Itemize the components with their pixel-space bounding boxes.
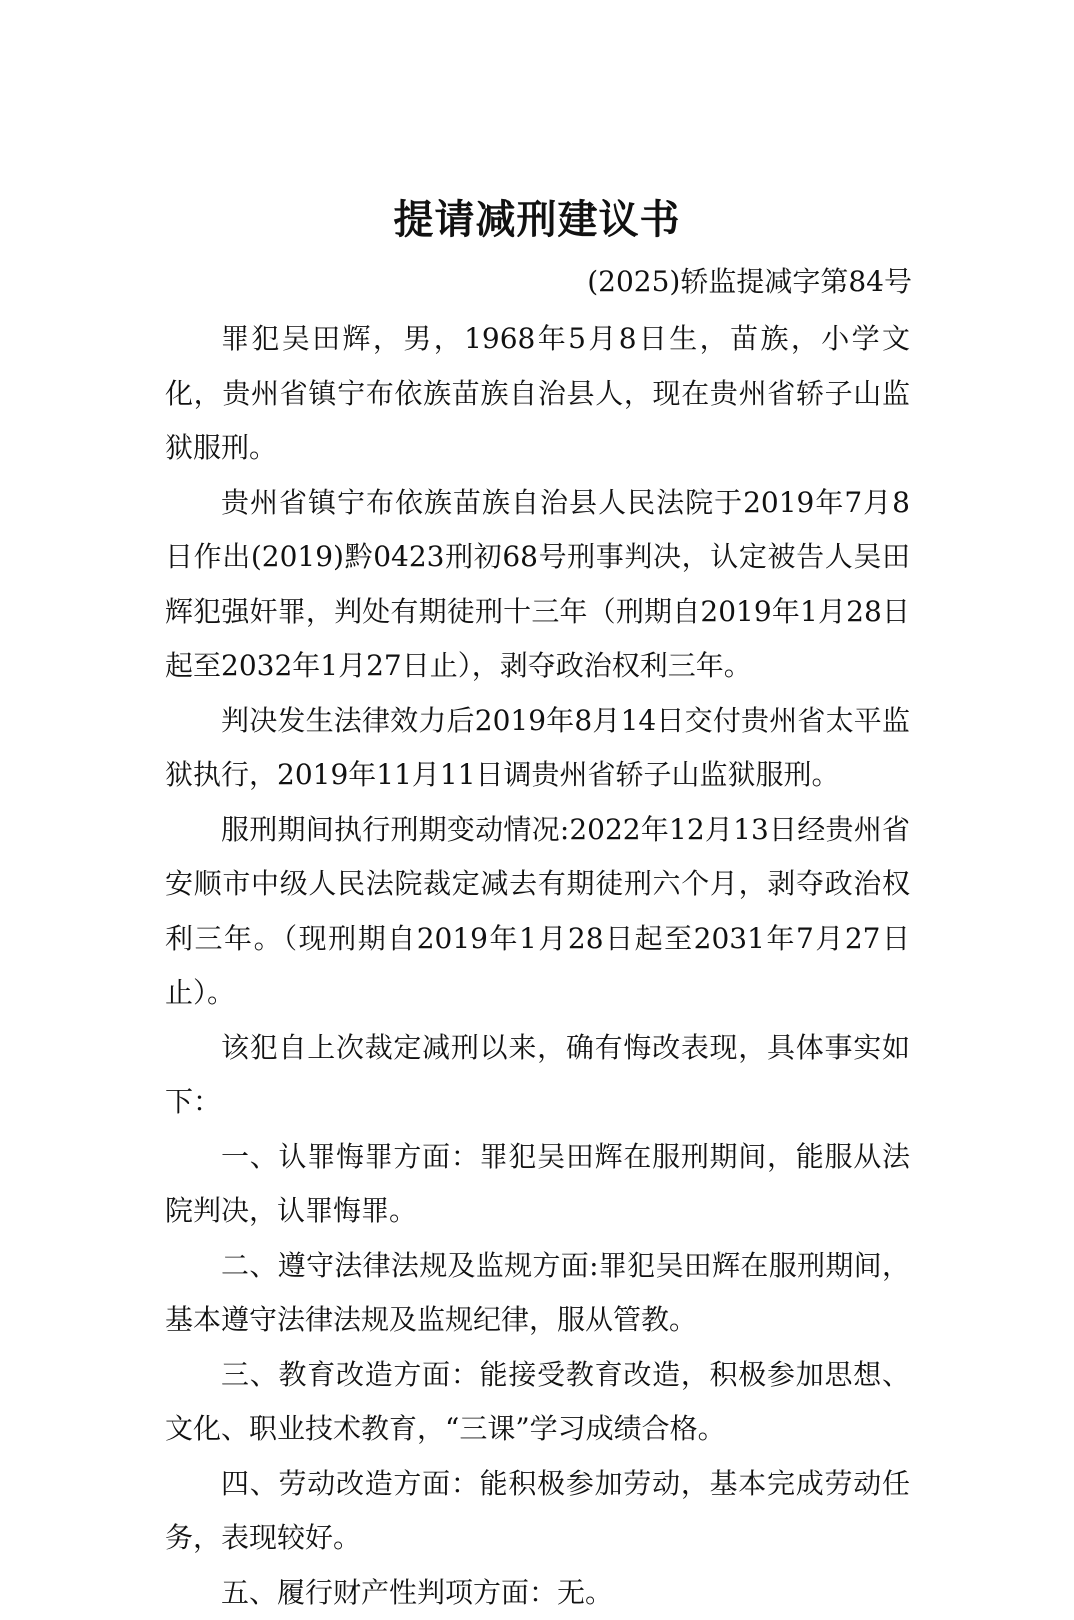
document-title: 提请减刑建议书 bbox=[0, 192, 1074, 248]
document-body bbox=[165, 312, 910, 1620]
paragraph-sentence-changes: 服刑期间执行刑期变动情况:2022年12月13日经贵州省安顺市中级人民法院裁定减去有期徒刑六个月，剥夺政治权利三年。（现刑期自2019年1月28日起至2031年7月27日止）。 bbox=[165, 803, 910, 1021]
paragraph-repentance-intro: 该犯自上次裁定减刑以来，确有悔改表现，具体事实如下： bbox=[165, 1021, 910, 1130]
paragraph-execution: 判决发生法律效力后2019年8月14日交付贵州省太平监狱执行，2019年11月11日调贵州省轿子山监狱服刑。 bbox=[165, 694, 910, 803]
document-number: (2025)轿监提减字第84号 bbox=[587, 262, 912, 302]
paragraph-original-judgment: 贵州省镇宁布依族苗族自治县人民法院于2019年7月8日作出(2019)黔0423刑初68号刑事判决，认定被告人吴田辉犯强奸罪，判处有期徒刑十三年（刑期自2019年1月28日起至2032年1月27日止），剥夺政治权利三年。 bbox=[165, 476, 910, 694]
paragraph-item-2: 二、遵守法律法规及监规方面:罪犯吴田辉在服刑期间，基本遵守法律法规及监规纪律，服从管教。 bbox=[165, 1239, 910, 1348]
paragraph-item-5: 五、履行财产性判项方面：无。 bbox=[165, 1566, 910, 1620]
paragraph-item-1: 一、认罪悔罪方面：罪犯吴田辉在服刑期间，能服从法院判决，认罪悔罪。 bbox=[165, 1130, 910, 1239]
paragraph-item-3: 三、教育改造方面：能接受教育改造，积极参加思想、文化、职业技术教育，“三课”学习成绩合格。 bbox=[165, 1348, 910, 1457]
paragraph-item-4: 四、劳动改造方面：能积极参加劳动，基本完成劳动任务，表现较好。 bbox=[165, 1457, 910, 1566]
paragraph-criminal-info: 罪犯吴田辉，男，1968年5月8日生，苗族，小学文化，贵州省镇宁布依族苗族自治县人，现在贵州省轿子山监狱服刑。 bbox=[165, 312, 910, 476]
